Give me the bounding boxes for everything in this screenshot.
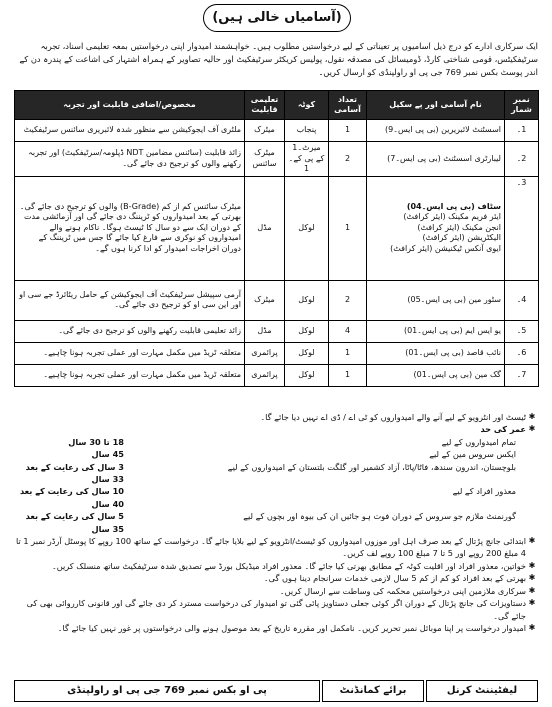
- table-row: [15, 320, 539, 342]
- row-experience: آرمی سپیشل سرٹیفکیٹ آف ایجوکیشن کے حامل ریٹائرڈ جے سی او اور این سی او کو ترجیح دی جائے گی۔: [15, 280, 245, 320]
- row-education: پرائمری: [245, 364, 285, 386]
- row-experience: میٹرک سائنس کم از کم (B-Grade) والوں کو ترجیح دی جائے گی۔ بھرتی کے بعد امیدواروں کو ٹریننگ دی جائے گی اور آزمائشی مدت کے دوران ایک سے دو سال کا ٹیسٹ ہوگا۔ ناکام ہونے والے امیدواروں کو نوکری سے فارغ کیا جائے گا جس میں ٹریننگ کے دوران اخراجات امیدوار کو ادا کرنا ہوں گے۔: [15, 176, 245, 280]
- row-post: نائب قاصد (بی پی ایس۔01): [367, 342, 505, 364]
- age-limit-row: معذور افراد کے لیے 10 سال کی رعایت کے بعد 40 سال: [19, 486, 516, 509]
- row-quota: میرٹ۔1 کے پی کے۔1: [285, 142, 329, 177]
- row-count: 2: [329, 142, 367, 177]
- table-row: [15, 364, 539, 386]
- age-limit-section: [14, 423, 538, 435]
- row-education: مڈل: [245, 176, 285, 280]
- row-quota: لوکل: [285, 280, 329, 320]
- header-serial: نمبر شمار: [505, 91, 539, 120]
- table-row: [15, 280, 539, 320]
- row-experience: زائد تعلیمی قابلیت رکھنے والوں کو ترجیح دی جائے گی۔: [15, 320, 245, 342]
- age-limit-row: بلوچستان، اندرون سندھ، فاٹا/پاٹا، آزاد کشمیر اور گلگت بلتستان کے امیدواروں کے لیے 3 سال کی رعایت کے بعد 33 سال: [25, 461, 516, 485]
- terms-and-conditions: [14, 411, 538, 673]
- row-education: میٹرک: [245, 120, 285, 142]
- postal-address: پی او بکس نمبر 769 جی پی او راولپنڈی: [14, 680, 320, 702]
- officer-rank: لیفٹیننٹ کرنل: [426, 680, 538, 702]
- row-post: گک مین (بی پی ایس۔01): [367, 364, 505, 386]
- row-count: 1: [329, 364, 367, 386]
- header-count: تعداد آسامی: [329, 91, 367, 120]
- row-post: سٹور مین (بی پی ایس۔05): [367, 280, 505, 320]
- note-item: ✱ خواتین، معذور افراد اور اقلیت کوٹہ کے مطابق بھرتی کیا جائے گا۔ معذور افراد میڈیکل بورڈ سے تصدیق شدہ سرٹیفکیٹ ساتھ منسلک کریں۔: [14, 560, 538, 572]
- row-experience: زائد قابلیت (سائنس مضامین NDT ڈپلومہ/سرٹیفکیٹ) اور تجربہ رکھنے والوں کو ترجیح دی جائے گی۔: [15, 142, 245, 177]
- age-limit-title: عمر کی حد: [480, 424, 526, 435]
- row-serial: 4۔: [505, 280, 539, 320]
- header-quota: کوٹہ: [285, 91, 329, 120]
- star-bullet-icon: ✱: [528, 412, 536, 421]
- row-post: یو ایس ایم (بی پی ایس۔01): [367, 320, 505, 342]
- row-post: سٹاف (بی پی ایس۔04) ایئر فریم مکینک (ایئر کرافٹ) انجن مکینک (ایئر کرافٹ) الیکٹریشن (ایئر کرافٹ) ایوی آنکس ٹیکنیشن (ایئر کرافٹ): [367, 176, 505, 280]
- table-row: [15, 142, 539, 177]
- row-education: میٹرک: [245, 280, 285, 320]
- note-item: ✱ امیدوار درخواست پر اپنا موبائل نمبر تحریر کریں۔ نامکمل اور مقررہ تاریخ کے بعد موصول ہونے والی درخواستوں پر غور نہیں کیا جائے گا۔: [14, 622, 538, 634]
- note-item: ✱ سرکاری ملازمین اپنی درخواستیں محکمہ کی وساطت سے ارسال کریں۔: [14, 585, 538, 597]
- table-header-row: [15, 91, 539, 120]
- signature-footer: [14, 680, 538, 702]
- row-post: لیبارٹری اسسٹنٹ (بی پی ایس۔7): [367, 142, 505, 177]
- header-education: تعلیمی قابلیت: [245, 91, 285, 120]
- row-count: 1: [329, 176, 367, 280]
- header-post: نام آسامی اور پے سکیل: [367, 91, 505, 120]
- row-quota: پنجاب: [285, 120, 329, 142]
- row-serial: 7۔: [505, 364, 539, 386]
- age-limit-row: گورنمنٹ ملازم جو سروس کے دوران فوت ہو جائیں ان کی بیوہ اور بچوں کے لیے 5 سال کی رعایت کے بعد 35 سال: [25, 511, 516, 534]
- advertisement-title: (آسامیاں خالی ہیں): [203, 4, 351, 32]
- header-experience: مخصوص/اضافی قابلیت اور تجربہ: [15, 91, 245, 120]
- row-quota: لوکل: [285, 364, 329, 386]
- row-experience: متعلقہ ٹریڈ میں مکمل مہارت اور عملی تجربہ ہونا چاہیے۔: [15, 342, 245, 364]
- vacancies-table: [14, 90, 539, 387]
- star-bullet-icon: ✱: [528, 560, 536, 570]
- table-row: [15, 342, 539, 364]
- row-experience: ملٹری آف ایجوکیشن سے منظور شدہ لائبریری سائنس سرٹیفکیٹ: [15, 120, 245, 142]
- note-item: ✱ ٹیسٹ اور انٹرویو کے لیے آنے والے امیدواروں کو ٹی اے / ڈی اے نہیں دیا جائے گا۔: [14, 411, 538, 423]
- row-serial: 3۔: [505, 176, 539, 280]
- row-education: مڈل: [245, 320, 285, 342]
- row-quota: لوکل: [285, 320, 329, 342]
- star-bullet-icon: ✱: [528, 573, 536, 583]
- note-item: ✱ دستاویزات کی جانچ پڑتال کے دوران اگر کوئی جعلی دستاویز پائی گئی تو امیدوار کی درخواست مسترد کر دی جائے گی اور قانونی کارروائی بھی کی جائے گی۔: [14, 597, 538, 622]
- row-serial: 6۔: [505, 342, 539, 364]
- age-limit-row: ایکس سروس مین کے لیے 45 سال: [91, 449, 516, 460]
- row-quota: لوکل: [285, 342, 329, 364]
- star-bullet-icon: ✱: [528, 424, 536, 434]
- row-serial: 2۔: [505, 142, 539, 177]
- intro-paragraph: ایک سرکاری ادارے کو درج ذیل اسامیوں پر تعیناتی کے لیے درخواستیں مطلوب ہیں۔ خواہشمند امیدوار اپنی درخواستیں بمعہ تعلیمی اسناد، تجربہ سرٹیفکیٹس، قومی شناختی کارڈ، ڈومیسائل کی مصدقہ نقول، پولیس کریکٹر سرٹیفکیٹ اور حالیہ تصاویر کے ہمراہ اشتہار کی اشاعت کے پندرہ دن کے اندر پوسٹ بکس نمبر 769 جی پی او راولپنڈی کو ارسال کریں۔: [19, 41, 538, 77]
- row-count: 1: [329, 342, 367, 364]
- row-serial: 1۔: [505, 120, 539, 142]
- row-count: 1: [329, 120, 367, 142]
- age-limit-row: تمام امیدواروں کے لیے 18 تا 30 سال: [68, 436, 516, 447]
- star-bullet-icon: ✱: [528, 598, 536, 608]
- table-row: [15, 120, 539, 142]
- star-bullet-icon: ✱: [528, 536, 536, 546]
- on-behalf-of: برائے کمانڈنٹ: [322, 680, 424, 702]
- row-quota: لوکل: [285, 176, 329, 280]
- note-item: ✱ بھرتی کے بعد افراد کو کم از کم 5 سال لازمی خدمات سرانجام دینا ہوں گی۔: [14, 572, 538, 584]
- row-count: 4: [329, 320, 367, 342]
- row-count: 2: [329, 280, 367, 320]
- row-post: اسسٹنٹ لائبریرین (بی پی ایس۔9): [367, 120, 505, 142]
- row-serial: 5۔: [505, 320, 539, 342]
- table-row: [15, 176, 539, 280]
- row-education: پرائمری: [245, 342, 285, 364]
- star-bullet-icon: ✱: [528, 622, 536, 632]
- row-experience: متعلقہ ٹریڈ میں مکمل مہارت اور عملی تجربہ ہونا چاہیے۔: [15, 364, 245, 386]
- row-education: میٹرک سائنس: [245, 142, 285, 177]
- star-bullet-icon: ✱: [528, 585, 536, 595]
- note-item: ✱ ابتدائی جانچ پڑتال کے بعد صرف اہل اور موزوں امیدواروں کو ٹیسٹ/انٹرویو کے لیے بلایا جائے گا۔ درخواست کے ساتھ 100 روپے کا پوسٹل آرڈر نمبر 1 تا 4 مبلغ 200 روپے اور 5 تا 7 مبلغ 100 روپے لف کریں۔: [14, 535, 538, 560]
